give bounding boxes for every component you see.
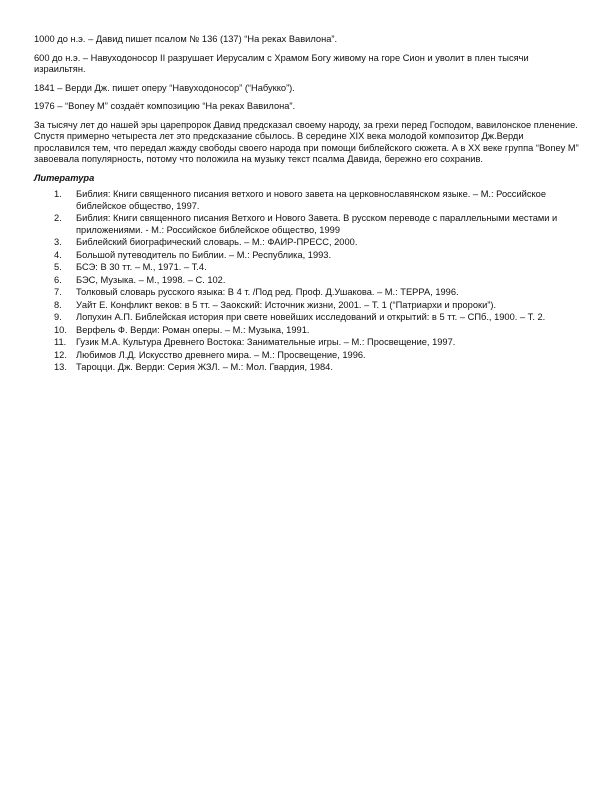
literature-item-text: Библия: Книги священного писания ветхого и нового завета на церковнославянском языке. – М.: Российское библейское общество, 1997. bbox=[76, 189, 546, 211]
literature-item-text: Библейский биографический словарь. – М.: ФАИР-ПРЕСС, 2000. bbox=[76, 237, 358, 247]
literature-item-number: 11. bbox=[54, 337, 67, 347]
literature-item bbox=[34, 189, 580, 212]
literature-item bbox=[34, 362, 580, 374]
literature-item bbox=[34, 337, 580, 349]
literature-item-text: Библия: Книги священного писания Ветхого и Нового Завета. В русском переводе с параллельными местами и приложениями. - М.: Российское библейское общество, 1999 bbox=[76, 213, 558, 235]
literature-item bbox=[34, 287, 580, 299]
literature-item-text: Любимов Л.Д. Искусство древнего мира. – М.: Просвещение, 1996. bbox=[76, 349, 366, 360]
timeline-entry-1841: 1841 – Верди Дж. пишет оперу “Навуходоносор” (“Набукко”). bbox=[34, 82, 295, 93]
literature-item-number: 13. bbox=[54, 362, 67, 372]
timeline-entry-1000bc: 1000 до н.э. – Давид пишет псалом № 136 (137) “На реках Вавилона”. bbox=[34, 34, 338, 44]
literature-item-text: Большой путеводитель по Библии. – М.: Республика, 1993. bbox=[76, 249, 332, 260]
literature-item-text: БСЭ: В 30 тт. – М., 1971. – Т.4. bbox=[76, 262, 207, 272]
literature-item bbox=[34, 275, 580, 287]
literature-item-text: Толковый словарь русского языка: В 4 т. /Под ред. Проф. Д.Ушакова. – М.: ТЕРРА, 1996. bbox=[76, 287, 459, 297]
literature-item-text: Верфель Ф. Верди: Роман оперы. – М.: Музыка, 1991. bbox=[76, 324, 310, 335]
timeline-entry-1976: 1976 – “Boney M” создаёт композицию “На реках Вавилона”. bbox=[34, 101, 296, 111]
literature-item-number: 5. bbox=[54, 262, 62, 272]
literature-item-number: 10. bbox=[54, 324, 67, 335]
literature-item-text: Гузик М.А. Культура Древнего Востока: Занимательные игры. – М.: Просвещение, 1997. bbox=[76, 337, 456, 347]
literature-item-number: 1. bbox=[54, 189, 62, 199]
literature-item bbox=[34, 262, 580, 274]
literature-item-number: 7. bbox=[54, 287, 62, 297]
literature-heading: Литература bbox=[34, 172, 95, 183]
literature-item-text: БЭС, Музыка. – М., 1998. – С. 102. bbox=[76, 274, 226, 285]
literature-item bbox=[34, 325, 580, 337]
literature-item-text: Уайт Е. Конфликт веков: в 5 тт. – Заокский: Источник жизни, 2001. – Т. 1 (“Патриархи и пророки”). bbox=[76, 299, 497, 310]
literature-item-number: 4. bbox=[54, 249, 62, 260]
literature-item-text: Лопухин А.П. Библейская история при свете новейших исследований и открытий: в 5 тт. – СПб., 1900. – Т. 2. bbox=[76, 312, 546, 322]
literature-item-number: 6. bbox=[54, 274, 62, 285]
literature-item bbox=[34, 300, 580, 312]
literature-item-number: 9. bbox=[54, 312, 62, 322]
literature-item bbox=[34, 237, 580, 249]
literature-item bbox=[34, 250, 580, 262]
literature-item-number: 2. bbox=[54, 213, 62, 223]
document-page bbox=[34, 34, 580, 375]
literature-item-number: 3. bbox=[54, 237, 62, 247]
literature-item-text: Тароцци. Дж. Верди: Серия ЖЗЛ. – М.: Мол. Гвардия, 1984. bbox=[76, 362, 333, 372]
literature-list bbox=[34, 189, 580, 374]
literature-item bbox=[34, 312, 580, 324]
literature-item-number: 12. bbox=[54, 349, 67, 360]
literature-item-number: 8. bbox=[54, 299, 62, 310]
summary-paragraph: За тысячу лет до нашей эры царепророк Давид предсказал своему народу, за грехи перед Господом, вавилонское пленение. Спустя примерно четыреста лет это предсказание сбылось. В середине XIX века молодой композитор Дж.Верди прославился тем, что передал жажду свободы своего народа при помощи библейского сюжета. А в XX веке группа “Boney M” завоевала популярность, потому что положила на музыку текст псалма Давида, бережно его сохранив. bbox=[34, 119, 579, 164]
literature-item bbox=[34, 350, 580, 362]
timeline-entry-600bc: 600 до н.э. – Навуходоносор II разрушает Иерусалим с Храмом Богу живому на горе Сион и уволит в плен тысячи израильтян. bbox=[34, 52, 529, 74]
literature-item bbox=[34, 213, 580, 236]
